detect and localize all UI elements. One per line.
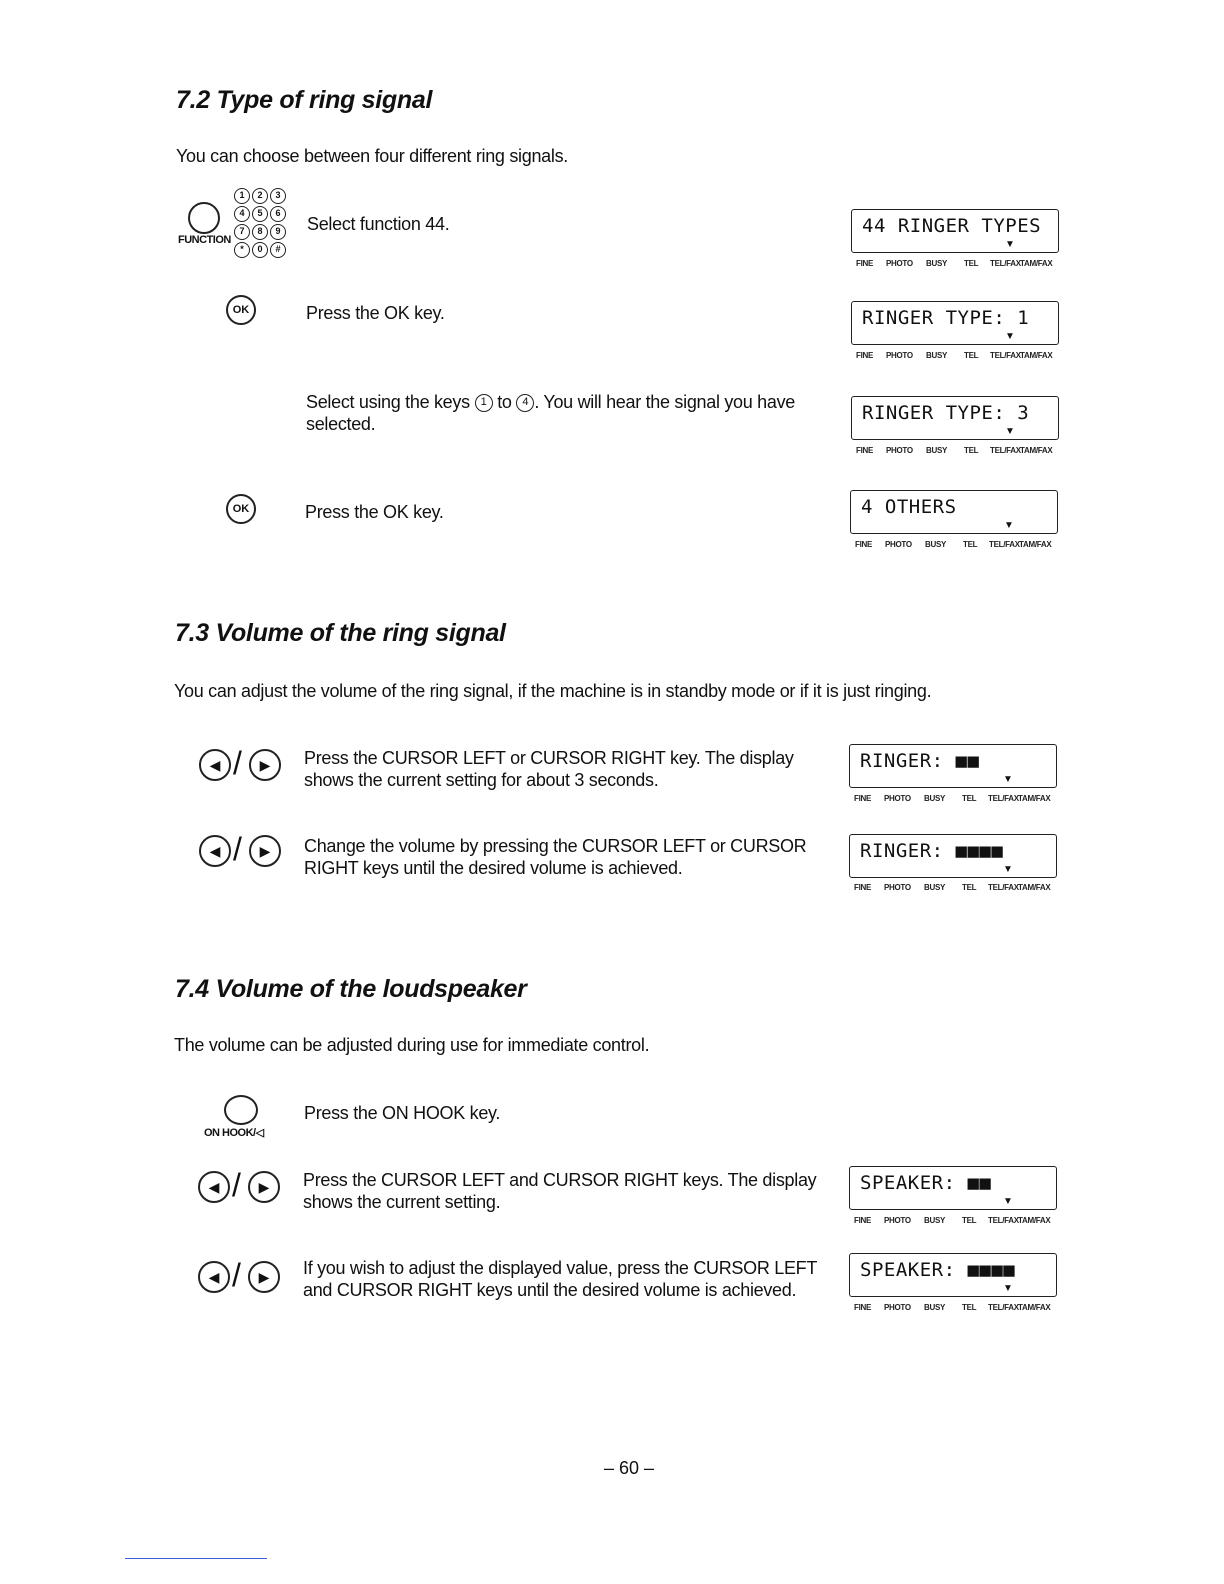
step-text: Press the OK key. [305, 502, 444, 522]
lcd-status-label: TAM/FAX [1020, 446, 1053, 455]
lcd-status-label: TAM/FAX [1019, 540, 1052, 549]
lcd-display-text: RINGER TYPE: 3 [862, 402, 1030, 424]
lcd-status-label: TEL [962, 883, 977, 892]
lcd-status-label: BUSY [926, 446, 948, 455]
lcd-display [851, 396, 1059, 440]
lcd-status-label: TEL [962, 794, 977, 803]
lcd-status-label: BUSY [924, 1216, 946, 1225]
cursor-left-icon: ◀ [199, 749, 231, 781]
lcd-display [849, 1166, 1057, 1210]
cursor-left-icon: ◀ [199, 835, 231, 867]
lcd-arrow-icon: ▼ [1005, 239, 1015, 250]
lcd-status-labels [854, 1303, 1062, 1315]
cursor-keys [198, 1257, 284, 1297]
section-7-3-title: 7.3 Volume of the ring signal [175, 619, 506, 647]
lcd-display-text: RINGER TYPE: 1 [862, 307, 1030, 329]
function-label: FUNCTION [178, 234, 231, 246]
section-7-4-intro: The volume can be adjusted during use for immediate control. [174, 1035, 650, 1055]
keypad-key-icon: * [234, 242, 250, 258]
lcd-status-labels [856, 259, 1064, 271]
cursor-left-icon: ◀ [198, 1171, 230, 1203]
cursor-right-icon: ▶ [249, 749, 281, 781]
slash-separator: / [232, 1167, 241, 1203]
lcd-status-label: TEL/FAX [988, 1303, 1019, 1312]
function-keypad [178, 186, 298, 256]
lcd-status-label: TAM/FAX [1020, 351, 1053, 360]
lcd-status-label: TEL/FAX [989, 540, 1020, 549]
lcd-status-label: FINE [855, 540, 873, 549]
step-text: Press the CURSOR LEFT and CURSOR RIGHT keys. The display shows the current setting. [303, 1170, 817, 1212]
keypad-key-icon: 2 [252, 188, 268, 204]
lcd-display-text: 44 RINGER TYPES [862, 215, 1042, 237]
on-hook-label [204, 1126, 264, 1139]
step-text: If you wish to adjust the displayed value, press the CURSOR LEFT and CURSOR RIGHT keys until the desired volume is achieved. [303, 1258, 817, 1300]
lcd-status-label: PHOTO [886, 446, 913, 455]
step-text [306, 391, 836, 435]
lcd-arrow-icon: ▼ [1003, 1283, 1013, 1294]
step-text-part: Select using the keys [306, 392, 470, 412]
lcd-status-label: TEL [962, 1216, 977, 1225]
ok-key-icon: OK [226, 295, 256, 325]
keypad-key-icon: 4 [234, 206, 250, 222]
ok-key-icon: OK [226, 494, 256, 524]
lcd-status-label: PHOTO [886, 259, 913, 268]
lcd-status-label: TEL/FAX [990, 446, 1021, 455]
key-1-icon: 1 [475, 394, 493, 412]
lcd-display-text: SPEAKER: ■■■■ [860, 1259, 1016, 1281]
lcd-status-label: TEL/FAX [988, 794, 1019, 803]
bottom-rule [125, 1558, 267, 1559]
keypad-key-icon: 9 [270, 224, 286, 240]
lcd-display [849, 834, 1057, 878]
keypad-key-icon: 5 [252, 206, 268, 222]
keypad-key-icon: # [270, 242, 286, 258]
slash-separator: / [232, 1257, 241, 1293]
keypad-key-icon: 0 [252, 242, 268, 258]
lcd-status-label: TEL [962, 1303, 977, 1312]
slash-separator: / [233, 831, 242, 867]
section-7-2-title: 7.2 Type of ring signal [176, 86, 433, 114]
lcd-status-label: BUSY [924, 883, 946, 892]
lcd-status-labels [854, 883, 1062, 895]
lcd-status-label: TEL/FAX [990, 259, 1021, 268]
step-text: Select function 44. [307, 214, 450, 234]
section-7-4-title: 7.4 Volume of the loudspeaker [175, 975, 527, 1003]
lcd-display-text: SPEAKER: ■■ [860, 1172, 992, 1194]
lcd-status-label: TEL [964, 351, 979, 360]
lcd-status-label: FINE [854, 883, 872, 892]
lcd-arrow-icon: ▼ [1003, 864, 1013, 875]
lcd-status-label: TEL [963, 540, 978, 549]
lcd-status-label: BUSY [925, 540, 947, 549]
lcd-status-label: TEL/FAX [988, 1216, 1019, 1225]
lcd-status-label: PHOTO [885, 540, 912, 549]
cursor-keys [198, 1167, 284, 1207]
cursor-left-icon: ◀ [198, 1261, 230, 1293]
lcd-status-label: FINE [854, 1216, 872, 1225]
step-text-part: to [497, 392, 512, 412]
lcd-status-label: BUSY [926, 259, 948, 268]
keypad-key-icon: 3 [270, 188, 286, 204]
lcd-display [851, 301, 1059, 345]
cursor-keys [199, 745, 285, 785]
lcd-display [849, 1253, 1057, 1297]
lcd-display-text: 4 OTHERS [861, 496, 957, 518]
lcd-arrow-icon: ▼ [1004, 520, 1014, 531]
keypad-key-icon: 8 [252, 224, 268, 240]
lcd-display-text: RINGER: ■■■■ [860, 840, 1004, 862]
lcd-arrow-icon: ▼ [1003, 774, 1013, 785]
lcd-status-label: FINE [856, 259, 874, 268]
lcd-status-label: TAM/FAX [1018, 1303, 1051, 1312]
lcd-status-labels [854, 794, 1062, 806]
lcd-status-label: BUSY [924, 1303, 946, 1312]
lcd-status-label: PHOTO [884, 1216, 911, 1225]
section-7-2-intro: You can choose between four different ring signals. [176, 146, 568, 166]
step-text: Press the OK key. [306, 303, 445, 323]
lcd-status-label: PHOTO [884, 1303, 911, 1312]
lcd-status-label: PHOTO [886, 351, 913, 360]
lcd-status-label: TAM/FAX [1020, 259, 1053, 268]
on-hook-label-text: ON HOOK/ [204, 1127, 256, 1139]
lcd-status-labels [855, 540, 1063, 552]
lcd-status-label: PHOTO [884, 794, 911, 803]
lcd-status-label: TEL [964, 446, 979, 455]
page-number: – 60 – [604, 1458, 655, 1478]
lcd-status-label: TEL/FAX [988, 883, 1019, 892]
cursor-right-icon: ▶ [248, 1171, 280, 1203]
step-text: Press the ON HOOK key. [304, 1103, 501, 1123]
lcd-status-label: BUSY [926, 351, 948, 360]
lcd-arrow-icon: ▼ [1005, 331, 1015, 342]
lcd-status-label: FINE [856, 351, 874, 360]
lcd-status-label: PHOTO [884, 883, 911, 892]
lcd-status-label: TAM/FAX [1018, 883, 1051, 892]
cursor-right-icon: ▶ [248, 1261, 280, 1293]
lcd-status-label: TAM/FAX [1018, 1216, 1051, 1225]
keypad-key-icon: 1 [234, 188, 250, 204]
slash-separator: / [233, 745, 242, 781]
keypad-key-icon: 6 [270, 206, 286, 222]
lcd-status-label: TAM/FAX [1018, 794, 1051, 803]
lcd-display [850, 490, 1058, 534]
function-key-icon [188, 202, 220, 234]
lcd-status-label: BUSY [924, 794, 946, 803]
lcd-arrow-icon: ▼ [1005, 426, 1015, 437]
lcd-status-labels [856, 446, 1064, 458]
lcd-status-labels [854, 1216, 1062, 1228]
lcd-status-label: FINE [854, 794, 872, 803]
cursor-keys [199, 831, 285, 871]
lcd-status-label: TEL [964, 259, 979, 268]
step-text: Change the volume by pressing the CURSOR LEFT or CURSOR RIGHT keys until the desired volume is achieved. [304, 836, 807, 878]
cursor-right-icon: ▶ [249, 835, 281, 867]
lcd-display [851, 209, 1059, 253]
lcd-status-labels [856, 351, 1064, 363]
speaker-icon: ◁ [255, 1127, 264, 1139]
lcd-display-text: RINGER: ■■ [860, 750, 980, 772]
section-7-3-intro: You can adjust the volume of the ring signal, if the machine is in standby mode or if it is just ringing. [174, 681, 932, 701]
step-text: Press the CURSOR LEFT or CURSOR RIGHT key. The display shows the current setting for about 3 seconds. [304, 748, 794, 790]
lcd-display [849, 744, 1057, 788]
step-text-part: . You will hear the signal you have selected. [306, 392, 796, 434]
lcd-arrow-icon: ▼ [1003, 1196, 1013, 1207]
on-hook-key-icon [224, 1095, 258, 1125]
key-4-icon: 4 [516, 394, 534, 412]
lcd-status-label: FINE [856, 446, 874, 455]
lcd-status-label: TEL/FAX [990, 351, 1021, 360]
lcd-status-label: FINE [854, 1303, 872, 1312]
keypad-key-icon: 7 [234, 224, 250, 240]
